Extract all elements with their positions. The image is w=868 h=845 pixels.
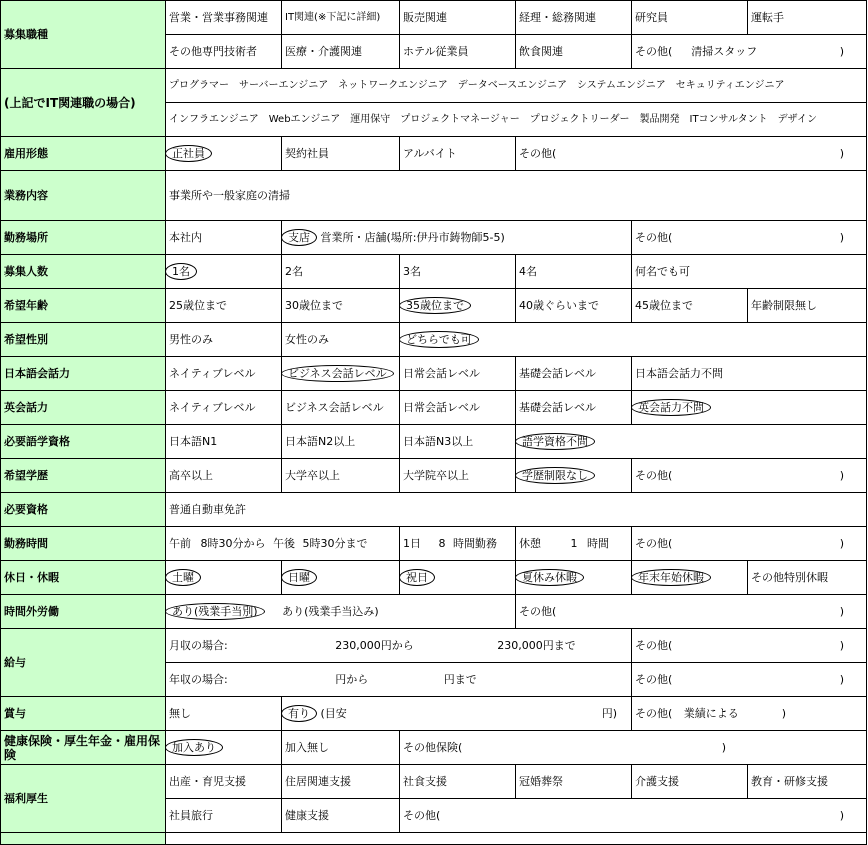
header-bonus: 賞与: [1, 697, 166, 731]
option-cell: 25歳位まで: [166, 289, 282, 323]
option-cell: [516, 561, 632, 595]
option-cell: [166, 731, 282, 765]
option-cell: 何名でも可: [632, 255, 867, 289]
option-cell: 営業・営業事務関連: [166, 1, 282, 35]
close-paren: ): [839, 44, 844, 58]
day-label: 1日: [403, 536, 421, 550]
selected-option: 支店: [281, 229, 317, 246]
option-cell: 飲食関連: [516, 35, 632, 69]
selected-option: 1名: [165, 263, 197, 280]
selected-option: 語学資格不問: [515, 433, 595, 450]
option-cell: ビジネス会話レベル: [282, 391, 400, 425]
option-cell: 女性のみ: [282, 323, 400, 357]
qualification-text: 普通自動車免許: [166, 493, 867, 527]
header-english: 英会話力: [1, 391, 166, 425]
option-cell: 2名: [282, 255, 400, 289]
break-label: 休憩: [519, 536, 541, 550]
header-welfare: 福利厚生: [1, 765, 166, 833]
header-it-job: (上記でIT関連職の場合): [1, 69, 166, 137]
annual-label: 年収の場合:: [169, 672, 228, 686]
selected-option: 加入あり: [165, 739, 223, 756]
option-cell: 日常会話レベル: [400, 391, 516, 425]
other-label: その他(: [635, 468, 673, 482]
selected-option: 英会話力不問: [631, 399, 711, 416]
break-hours: 1: [570, 536, 578, 550]
option-cell: 加入無し: [282, 731, 400, 765]
option-cell: 日本語N2以上: [282, 425, 400, 459]
option-cell: 40歳ぐらいまで: [516, 289, 632, 323]
end-time: 5時30分まで: [302, 536, 368, 550]
option-cell: 運転手: [748, 1, 867, 35]
option-cell: その他特別休暇: [748, 561, 867, 595]
bonus-estimate: (目安: [320, 706, 347, 720]
selected-option: 学歴制限なし: [515, 467, 595, 484]
header-employment: 雇用形態: [1, 137, 166, 171]
bonus-estimate-close: 円): [601, 706, 617, 720]
other-value: 清掃スタッフ: [691, 44, 758, 58]
header-japanese: 日本語会話力: [1, 357, 166, 391]
option-cell: [166, 561, 282, 595]
option-cell: 日本語N3以上: [400, 425, 516, 459]
option-cell: 基礎会話レベル: [516, 357, 632, 391]
option-cell: その他専門技術者: [166, 35, 282, 69]
option-cell: 3名: [400, 255, 516, 289]
header-trailing: [1, 833, 166, 845]
option-cell: [166, 255, 282, 289]
option-cell: 冠婚葬祭: [516, 765, 632, 799]
option-cell: 社食支援: [400, 765, 516, 799]
option-cell: [166, 137, 282, 171]
it-job-row2: [166, 103, 867, 137]
option-cell: 大学卒以上: [282, 459, 400, 493]
option-cell: [282, 357, 400, 391]
job-type-other-cell: [632, 35, 867, 69]
option-cell: 大学院卒以上: [400, 459, 516, 493]
it-job-list: インフラエンジニア Webエンジニア 運用保守 プロジェクトマネージャー プロジェクトリーダー 製品開発 ITコンサルタント デザイン: [169, 114, 817, 125]
duties-text: 事業所や一般家庭の清掃: [166, 171, 867, 221]
option-cell: 医療・介護関連: [282, 35, 400, 69]
option-cell: 4名: [516, 255, 632, 289]
option-cell: 契約社員: [282, 137, 400, 171]
it-job-list: プログラマー サーバーエンジニア ネットワークエンジニア データベースエンジニア システムエンジニア セキュリティエンジニア: [169, 80, 785, 91]
option-text: IT関連(※下記に詳細): [285, 12, 381, 23]
option-text: あり(残業手当込み): [282, 604, 379, 618]
other-label: その他(: [635, 536, 673, 550]
selected-option: 日曜: [281, 569, 317, 586]
option-cell: 高卒以上: [166, 459, 282, 493]
option-cell: 健康支援: [282, 799, 400, 833]
other-label: その他(: [519, 146, 557, 160]
close-paren: ): [839, 638, 844, 652]
break-unit: 時間: [587, 536, 609, 550]
overtime-other-cell: [516, 595, 867, 629]
it-job-row1: [166, 69, 867, 103]
other-label: その他(: [635, 230, 673, 244]
option-cell: [516, 459, 632, 493]
hours-other-cell: [632, 527, 867, 561]
option-cell: [516, 425, 867, 459]
close-paren: ): [781, 706, 786, 720]
selected-option: あり(残業手当別): [165, 603, 265, 620]
option-cell: [282, 1, 400, 35]
option-cell: 無し: [166, 697, 282, 731]
header-hours: 勤務時間: [1, 527, 166, 561]
location-other-cell: [632, 221, 867, 255]
option-cell: 日本語会話力不問: [632, 357, 867, 391]
insurance-other-cell: [400, 731, 867, 765]
option-cell: ホテル従業員: [400, 35, 516, 69]
close-paren: ): [721, 740, 726, 754]
option-cell: 教育・研修支援: [748, 765, 867, 799]
header-location: 勤務場所: [1, 221, 166, 255]
hours-daily-cell: [400, 527, 516, 561]
start-label: 午前: [169, 536, 191, 550]
other-label: その他(: [519, 604, 557, 618]
other-label: その他保険(: [403, 740, 463, 754]
option-cell: [632, 391, 867, 425]
option-cell: 経理・総務関連: [516, 1, 632, 35]
salary-annual-cell: [166, 663, 632, 697]
employment-other-cell: [516, 137, 867, 171]
option-cell: 日常会話レベル: [400, 357, 516, 391]
close-paren: ): [839, 672, 844, 686]
option-cell: 住居関連支援: [282, 765, 400, 799]
option-cell: アルバイト: [400, 137, 516, 171]
header-headcount: 募集人数: [1, 255, 166, 289]
option-cell: 日本語N1: [166, 425, 282, 459]
option-cell: ネイティブレベル: [166, 391, 282, 425]
close-paren: ): [839, 604, 844, 618]
other-label: その他(: [635, 638, 673, 652]
hours-range-cell: [166, 527, 400, 561]
header-qualification: 必要資格: [1, 493, 166, 527]
option-cell: 本社内: [166, 221, 282, 255]
header-insurance: 健康保険・厚生年金・雇用保険: [1, 731, 166, 765]
option-cell: [400, 289, 516, 323]
header-holidays: 休日・休暇: [1, 561, 166, 595]
hours-break-cell: [516, 527, 632, 561]
annual-to: 円まで: [443, 672, 477, 686]
day-hours: 8: [438, 536, 446, 550]
salary-monthly-cell: [166, 629, 632, 663]
option-cell: ネイティブレベル: [166, 357, 282, 391]
trailing-cell: [166, 833, 867, 845]
header-overtime: 時間外労働: [1, 595, 166, 629]
selected-option: 35歳位まで: [399, 297, 471, 314]
monthly-label: 月収の場合:: [169, 638, 228, 652]
option-cell: 30歳位まで: [282, 289, 400, 323]
close-paren: ): [839, 146, 844, 160]
option-cell: [632, 561, 748, 595]
header-duties: 業務内容: [1, 171, 166, 221]
close-paren: ): [839, 808, 844, 822]
other-value: 業績による: [683, 706, 739, 720]
option-cell: 男性のみ: [166, 323, 282, 357]
close-paren: ): [839, 468, 844, 482]
end-label: 午後: [273, 536, 295, 550]
other-label: その他(: [635, 706, 673, 720]
branch-detail: 営業所・店舗(場所:伊丹市鋳物師5-5): [320, 230, 505, 244]
overtime-options-cell: [166, 595, 516, 629]
header-gender: 希望性別: [1, 323, 166, 357]
selected-option: どちらでも可: [399, 331, 479, 348]
selected-option: 年末年始休暇: [631, 569, 711, 586]
close-paren: ): [839, 230, 844, 244]
monthly-from: 230,000円から: [335, 638, 414, 652]
option-cell: 社員旅行: [166, 799, 282, 833]
other-label: その他(: [635, 44, 673, 58]
selected-option: 有り: [281, 705, 317, 722]
location-branch-cell: [282, 221, 632, 255]
option-cell: [400, 323, 867, 357]
option-cell: 介護支援: [632, 765, 748, 799]
option-cell: 45歳位まで: [632, 289, 748, 323]
selected-option: 夏休み休暇: [515, 569, 584, 586]
header-age: 希望年齢: [1, 289, 166, 323]
welfare-other-cell: [400, 799, 867, 833]
option-cell: [400, 561, 516, 595]
annual-from: 円から: [335, 672, 369, 686]
header-education: 希望学歴: [1, 459, 166, 493]
header-language-cert: 必要語学資格: [1, 425, 166, 459]
bonus-yes-cell: [282, 697, 632, 731]
option-cell: 年齢制限無し: [748, 289, 867, 323]
selected-option: 正社員: [165, 145, 212, 162]
bonus-other-cell: [632, 697, 867, 731]
close-paren: ): [839, 536, 844, 550]
other-label: その他(: [635, 672, 673, 686]
monthly-to: 230,000円まで: [497, 638, 576, 652]
option-cell: 基礎会話レベル: [516, 391, 632, 425]
selected-option: 土曜: [165, 569, 201, 586]
selected-option: 祝日: [399, 569, 435, 586]
option-cell: 出産・育児支援: [166, 765, 282, 799]
other-label: その他(: [403, 808, 441, 822]
education-other-cell: [632, 459, 867, 493]
option-cell: 販売関連: [400, 1, 516, 35]
salary-monthly-other-cell: [632, 629, 867, 663]
start-time: 8時30分から: [200, 536, 266, 550]
day-unit: 時間勤務: [453, 536, 497, 550]
salary-annual-other-cell: [632, 663, 867, 697]
header-salary: 給与: [1, 629, 166, 697]
option-cell: [282, 561, 400, 595]
header-job-type: 募集職種: [1, 1, 166, 69]
option-cell: 研究員: [632, 1, 748, 35]
selected-option: ビジネス会話レベル: [281, 365, 394, 382]
